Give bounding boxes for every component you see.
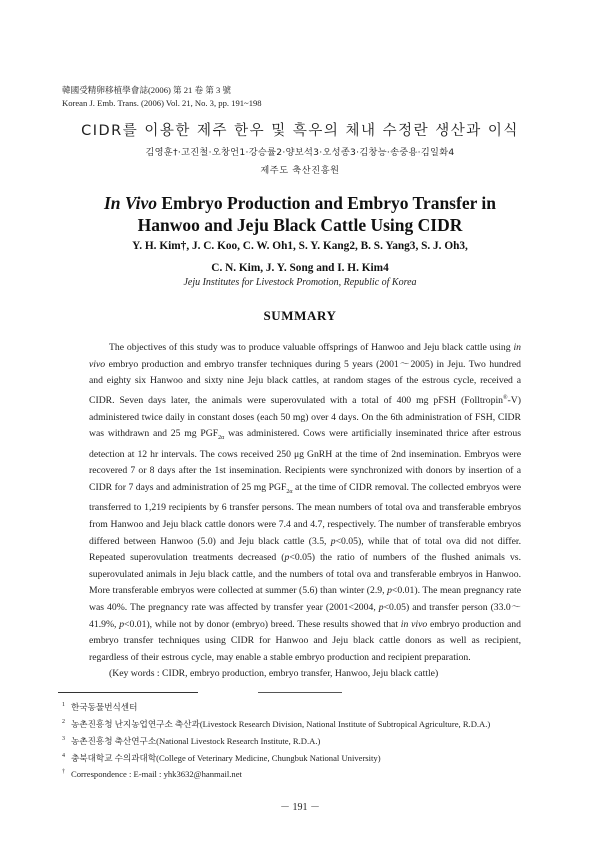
footnotes bbox=[62, 698, 562, 782]
korean-title: CIDR를 이용한 제주 한우 및 흑우의 체내 수정란 생산과 이식 bbox=[81, 123, 519, 139]
title-line2: Hanwoo and Jeju Black Cattle Using CIDR bbox=[137, 215, 463, 235]
journal-line-korean: 韓國受精卵移植學會誌(2006) 第 21 卷 第 3 號 bbox=[62, 85, 232, 95]
footnote-3: $^3$ 농촌진흥청 축산연구소(National Livestock Research Institute, R.D.A.) bbox=[62, 735, 321, 746]
korean-affiliation: 제주도 축산진흥원 bbox=[260, 165, 340, 176]
summary-heading: SUMMARY bbox=[263, 308, 337, 323]
footnote-divider bbox=[58, 692, 198, 693]
journal-line-english: Korean J. Emb. Trans. (2006) Vol. 21, No. 3, pp. 191~198 bbox=[62, 98, 262, 108]
authors-line1: Y. H. Kim†, J. C. Koo, C. W. Oh1, S. Y. Kang2, B. S. Yang3, S. J. Oh3, bbox=[132, 240, 468, 252]
journal-header bbox=[62, 84, 262, 110]
footnote-4: $^4$ 충북대학교 수의과대학(College of Veterinary Medicine, Chungbuk National University) bbox=[62, 752, 381, 763]
keywords: (Key words : CIDR, embryo production, embryo transfer, Hanwoo, Jeju black cattle) bbox=[109, 668, 439, 680]
title-italic: In Vivo bbox=[103, 193, 157, 213]
footnote-1: $^1$ 한국동물번식센터 bbox=[62, 701, 138, 712]
footnote-divider-short bbox=[258, 692, 342, 693]
abstract-body bbox=[89, 340, 521, 683]
footnote-2: $^2$ 농촌진흥청 난지농업연구소 축산과(Livestock Research Division, National Institute of Subtropical Agriculture, R.D.A.) bbox=[62, 718, 491, 729]
title-rest: Embryo Production and Embryo Transfer in bbox=[156, 193, 497, 213]
footnote-correspondence: † Correspondence : E-mail : yhk3632@hanmail.net bbox=[62, 769, 242, 780]
authors-line2: C. N. Kim, J. Y. Song and I. H. Kim4 bbox=[211, 262, 389, 274]
english-affiliation: Jeju Institutes for Livestock Promotion, Republic of Korea bbox=[183, 277, 417, 288]
english-title bbox=[0, 192, 600, 236]
abstract-paragraph: The objectives of this study was to produce valuable offsprings of Hanwoo and Jeju black cattle using in vivo embryo production and embryo transfer techniques during 5 years (2001～2005) in Jeju. Two hundred and eighty six Hanwoo and sixty nine Jeju black cattles, at random stages of the estrous cycle, received a CIDR. Seven days later, the animals were superovulated with a total of 400 mg pFSH (Folltropin®-V) administered twice daily in constant doses (each 50 mg) over 4 days. On the 6th administration of FSH, CIDR was withdrawn and 25 mg $PGF_{2\alpha}$ was administered. Cows were artificially inseminated thrice after estrous detection at 12 hr intervals. The cows received 250 μg GnRH at the time of 2nd insemination. Embryos were recovered 7 or 8 days after the 1st insemination. Recipients were synchronized with donors by insertion of a CIDR for 7 days and administration of 25 mg $PGF_{2\alpha}$ at the time of CIDR removal. The collected embryos were transferred to 1,219 recipients by 6 transfer persons. The mean numbers of total ova and transferable embryos from Hanwoo and Jeju black cattle donors were 7.4 and 4.7, respectively. The number of transferable embryos differed between Hanwoo (5.0) and Jeju black cattle (3.5, p<0.05), while that of total ova did not differ. Repeated superovulation treatments decreased (p<0.05) the ratio of numbers of the flushed animals vs. superovulated animals in Jeju black cattle, and the numbers of total ova and transferable embryos in Hanwoo. More transferable embryos were collected at summer (5.6) than winter (2.9, p<0.01). The mean pregnancy rate was 40%. The pregnancy rate was affected by transfer year (2001<2004, p<0.05) and transfer person (33.0～41.9%, p<0.01), while not by donor (embryo) breed. These results showed that in vivo embryo production and embryo transfer techniques using CIDR for Hanwoo and Jeju black cattle donors as well as recipient, regardless of their estrous cycle, may enable a stable embryo production and recipient preparation. bbox=[89, 342, 522, 663]
english-authors bbox=[0, 235, 600, 279]
page-number: － 191 － bbox=[280, 802, 320, 813]
korean-authors: 김영훈†·고진철·오창언1·강승률2·양보석3·오성종3·김창능·송중용·김일화4 bbox=[145, 147, 455, 158]
